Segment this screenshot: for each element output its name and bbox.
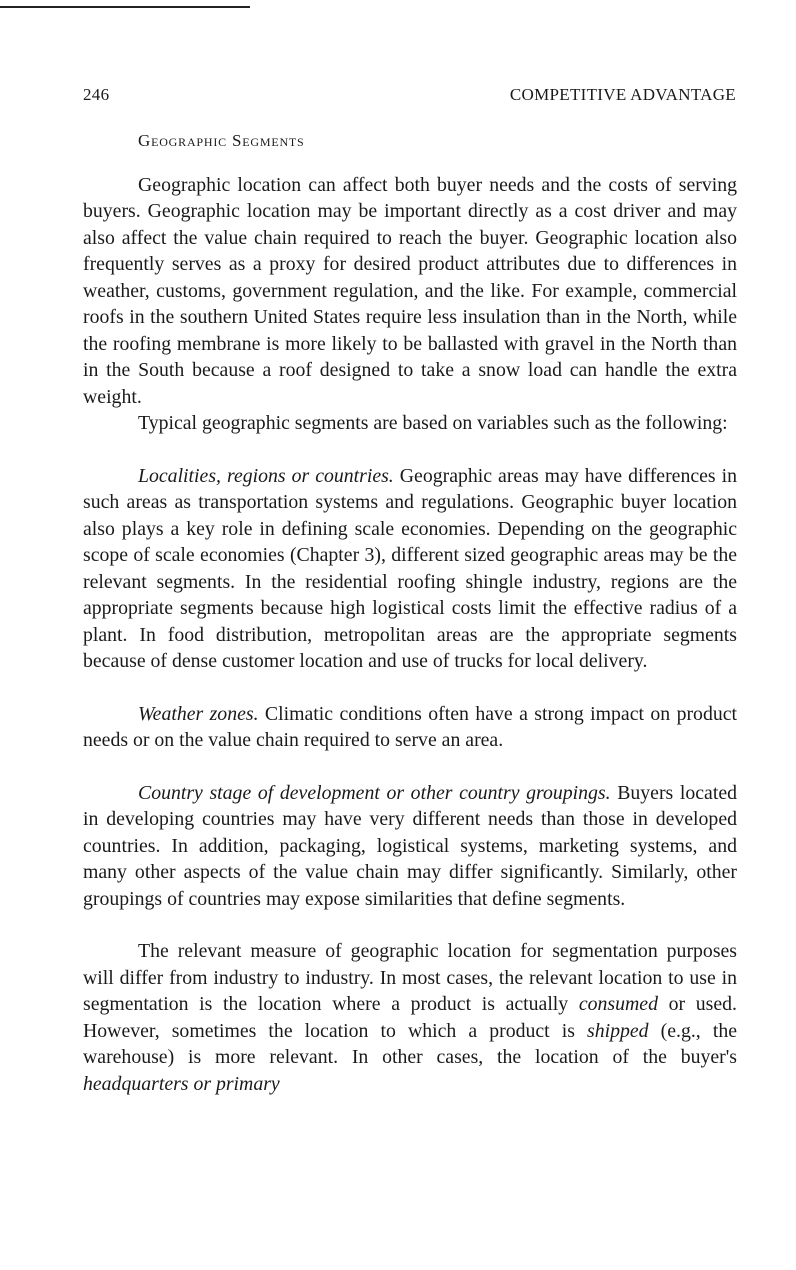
- emphasis: consumed: [578, 993, 658, 1015]
- item-term: Country stage of development or other country groupings.: [138, 781, 611, 804]
- item-text: Buyers located in developing countries may have very different needs than those in developed countries. In addition, packaging, logistical systems, marketing systems, and many other aspects of the value chain may differ significantly. Similarly, other groupings of countries may expose similarities that define segments.: [83, 781, 737, 910]
- page-number: 246: [83, 85, 110, 104]
- paragraph-2: Typical geographic segments are based on variables such as the following:: [138, 412, 728, 434]
- item-text: Climatic conditions often have a strong impact on product needs or on the value chain required to serve an area.: [83, 702, 737, 751]
- running-title: COMPETITIVE ADVANTAGE: [509, 85, 736, 104]
- paragraph-3: [83, 938, 737, 1097]
- page-header: [83, 85, 736, 109]
- list-item-country-stage: [83, 780, 737, 913]
- text-run: (e.g., the warehouse) is more relevant. In other cases, the location of the buyer's: [83, 1019, 737, 1068]
- list-item-localities: [83, 463, 737, 675]
- list-item-weather: [83, 701, 737, 754]
- item-term: Weather zones.: [138, 702, 259, 725]
- page-body: [83, 128, 737, 1097]
- item-term: Localities, regions or countries.: [138, 464, 394, 487]
- text-run: or used. However, sometimes the location to which a product is: [83, 993, 737, 1042]
- paragraph-1: Geographic location can affect both buyer needs and the costs of serving buyers. Geographic location may be important directly as a cost driver and may also affect the value chain required to reach the buyer. Geographic location also frequently serves as a proxy for desired product attributes due to differences in weather, customs, government regulation, and the like. For example, commercial roofs in the southern United States require less insulation than in the North, while the roofing membrane is more likely to be ballasted with gravel in the North than in the South because a roof designed to take a snow load can handle the extra weight.: [83, 173, 737, 408]
- emphasis: shipped: [587, 1019, 649, 1042]
- item-text: Geographic areas may have differences in such areas as transportation systems and regulations. Geographic buyer location also plays a key role in defining scale economies. Depending on the geographic scope of scale economies (Chapter 3), different sized geographic areas may be the relevant segments. In the residential roofing shingle industry, regions are the appropriate segments because high logistical costs limit the effective radius of a plant. In food distribution, metropolitan areas are the appropriate segments because of dense customer location and use of trucks for local delivery.: [83, 464, 737, 672]
- text-run: The relevant measure of geographic location for segmentation purposes will differ from industry to industry. In most cases, the relevant location to use in segmentation is the location where a product is actually: [83, 940, 737, 1015]
- section-heading: Geographic Segments: [138, 131, 305, 150]
- top-rule: [0, 6, 250, 8]
- emphasis: headquarters or primary: [83, 1072, 280, 1095]
